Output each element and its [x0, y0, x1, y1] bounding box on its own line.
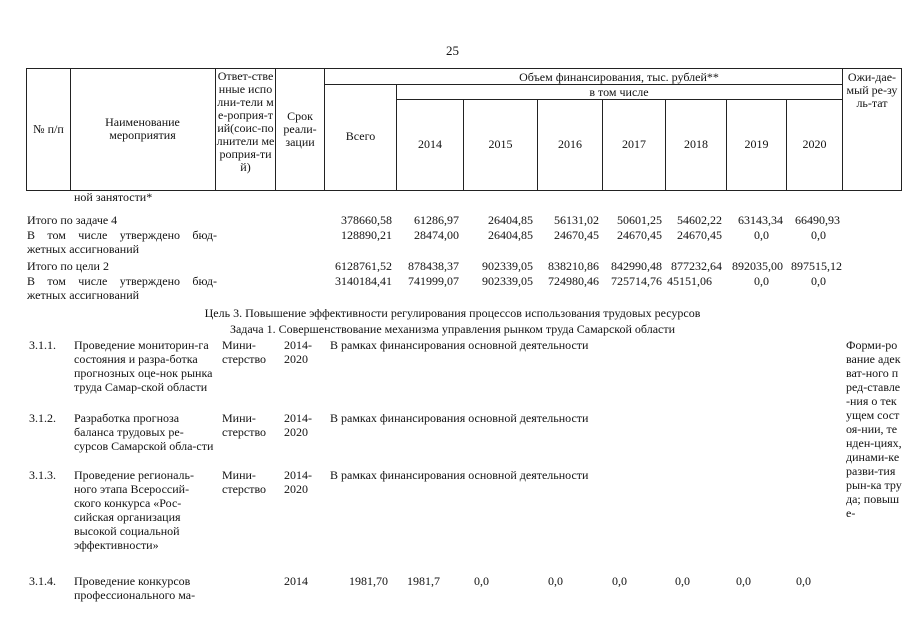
summary-value: 45151,06 — [667, 274, 712, 288]
header-col-funding: Объем финансирования, тыс. рублей** — [519, 70, 719, 84]
goal-heading: Цель 3. Повышение эффективности регулирования процессов использования трудовых ресурсов — [204, 306, 701, 320]
header-year-2020: 2020 — [802, 137, 827, 151]
summary-value: 128890,21 — [341, 228, 392, 242]
activity-name: Проведение конкурсов профессионального ма- — [74, 574, 196, 602]
summary-value: 26404,85 — [488, 228, 533, 242]
summary-value: 878438,37 — [408, 259, 459, 273]
summary-value: 897515,12 — [791, 259, 842, 273]
page-number: 25 — [446, 43, 459, 58]
summary-value: 24670,45 — [677, 228, 722, 242]
activity-responsible: Мини-стерство — [222, 411, 267, 439]
summary-value: 724980,46 — [548, 274, 599, 288]
summary-value: 0,0 — [754, 274, 769, 288]
summary-label: Итого по задаче 4 — [27, 213, 118, 227]
activity-value: 0,0 — [675, 574, 690, 588]
summary-value: 66490,93 — [795, 213, 840, 227]
funding-divider — [324, 84, 842, 85]
header-col-including: в том числе — [589, 85, 649, 99]
summary-label: В том числе утверждено бюд-жетных ассигнований — [27, 228, 217, 256]
col-border — [396, 84, 397, 190]
activity-term: 2014-2020 — [284, 338, 312, 366]
activity-value: 0,0 — [796, 574, 811, 588]
activity-value: 0,0 — [548, 574, 563, 588]
header-col-term: Срок реали-зации — [283, 109, 317, 149]
activity-name: Разработка прогноза баланса трудовых ре-сурсов Самарской обла-сти — [74, 411, 214, 453]
header-top-border — [26, 68, 902, 69]
summary-value: 54602,22 — [677, 213, 722, 227]
header-col-name: Наименование мероприятия — [105, 115, 180, 142]
activity-number: 3.1.2. — [29, 411, 56, 425]
summary-value: 877232,64 — [671, 259, 722, 273]
activity-value: 0,0 — [474, 574, 489, 588]
summary-value: 838210,86 — [548, 259, 599, 273]
summary-value: 892035,00 — [732, 259, 783, 273]
col-border — [70, 68, 71, 190]
summary-value: 26404,85 — [488, 213, 533, 227]
summary-value: 378660,58 — [341, 213, 392, 227]
activity-name: Проведение мониторин-га состояния и разра-ботка прогнозных оце-нок рынка труда Самар-ской области — [74, 338, 213, 394]
summary-value: 0,0 — [811, 274, 826, 288]
summary-value: 63143,34 — [738, 213, 783, 227]
summary-value: 902339,05 — [482, 274, 533, 288]
carry-over-text: ной занятости* — [74, 190, 153, 204]
header-col-number: № п/п — [33, 122, 64, 136]
header-year-2015: 2015 — [488, 137, 513, 151]
activity-responsible: Мини-стерство — [222, 468, 267, 496]
summary-value: 61286,97 — [414, 213, 459, 227]
activity-value: 0,0 — [612, 574, 627, 588]
summary-value: 725714,76 — [611, 274, 662, 288]
header-year-2017: 2017 — [622, 137, 646, 151]
summary-value: 50601,25 — [617, 213, 662, 227]
activity-value: 1981,7 — [407, 574, 440, 588]
header-col-result: Ожи-дае-мый ре-зуль-тат — [846, 70, 898, 110]
activity-term: 2014-2020 — [284, 411, 312, 439]
summary-value: 741999,07 — [408, 274, 459, 288]
activity-number: 3.1.1. — [29, 338, 56, 352]
header-col-responsible: Ответ-ственные исполни-тели ме-роприя-тий(соис-полнители мероприя-тий) — [216, 69, 275, 174]
activity-value: 1981,70 — [349, 574, 388, 588]
col-border — [275, 68, 276, 190]
col-border — [324, 68, 325, 190]
task-heading: Задача 1. Совершенствование механизма управления рынком труда Самарской области — [229, 322, 676, 336]
summary-value: 24670,45 — [617, 228, 662, 242]
summary-label: Итого по цели 2 — [27, 259, 109, 273]
summary-value: 842990,48 — [611, 259, 662, 273]
summary-label: В том числе утверждено бюд-жетных ассигнований — [27, 274, 217, 302]
activity-number: 3.1.4. — [29, 574, 56, 588]
summary-value: 3140184,41 — [335, 274, 392, 288]
summary-value: 0,0 — [811, 228, 826, 242]
summary-value: 0,0 — [754, 228, 769, 242]
activity-number: 3.1.3. — [29, 468, 56, 482]
activity-responsible: Мини-стерство — [222, 338, 267, 366]
activity-funding-note: В рамках финансирования основной деятельности — [330, 338, 589, 352]
header-year-2018: 2018 — [684, 137, 708, 151]
activity-name: Проведение региональ-ного этапа Всероссий-ского конкурса «Рос-сийская организация высокой социальной эффективности» — [74, 468, 195, 552]
activity-funding-note: В рамках финансирования основной деятельности — [330, 411, 589, 425]
col-border — [901, 68, 902, 190]
header-year-2016: 2016 — [558, 137, 582, 151]
summary-value: 902339,05 — [482, 259, 533, 273]
header-bottom-border — [26, 190, 902, 191]
activity-funding-note: В рамках финансирования основной деятельности — [330, 468, 589, 482]
activity-value: 0,0 — [736, 574, 751, 588]
col-border — [842, 68, 843, 190]
header-col-total: Всего — [345, 129, 376, 143]
expected-result-text: Форми-рование адекват-ного пред-ставле-ния о текущем состоя-нии, тенден-циях, динами-ке разви-тия рын-ка труда; повыше- — [846, 338, 902, 520]
header-year-2014: 2014 — [418, 137, 442, 151]
summary-value: 56131,02 — [554, 213, 599, 227]
header-year-2019: 2019 — [744, 137, 769, 151]
activity-term: 2014 — [284, 574, 308, 588]
activity-term: 2014-2020 — [284, 468, 312, 496]
summary-value: 28474,00 — [414, 228, 459, 242]
summary-value: 6128761,52 — [335, 259, 392, 273]
summary-value: 24670,45 — [554, 228, 599, 242]
